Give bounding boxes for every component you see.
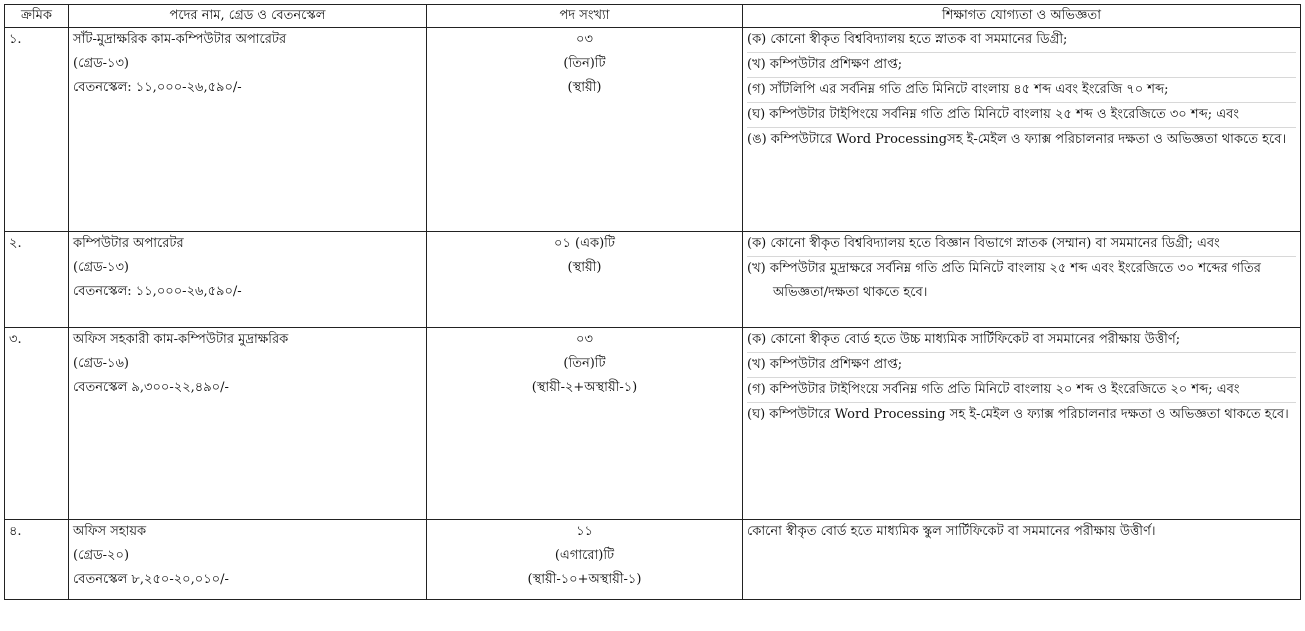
header-serial: ক্রমিক — [5, 5, 69, 28]
count-number: ০৩ — [576, 332, 593, 347]
qualification-item: (ঙ) কম্পিউটারে Word Processingসহ ই-মেইল ও ফ্যাক্স পরিচালনার দক্ষতা ও অভিজ্ঞতা থাকতে হবে। — [747, 132, 1287, 147]
table-row — [5, 520, 1301, 600]
qualification-item: (খ) কম্পিউটার প্রশিক্ষণ প্রাপ্ত; — [747, 353, 1296, 378]
count-number: ০৩ — [576, 32, 593, 47]
post-name: সাঁট-মুদ্রাক্ষরিক কাম-কম্পিউটার অপারেটর — [73, 32, 287, 47]
qualification-item: (খ) কম্পিউটার মুদ্রাক্ষরে সর্বনিম্ন গতি প্রতি মিনিটে বাংলায় ২৫ শব্দ এবং ইংরেজিতে ৩০ শব্দের গতির অভিজ্ঞতা/দক্ষতা থাকতে হবে। — [747, 261, 1261, 300]
count-cell — [427, 328, 743, 520]
count-words: (তিন)টি — [563, 356, 606, 371]
post-pay-scale: বেতনস্কেল: ১১,০০০-২৬,৫৯০/- — [73, 284, 242, 299]
post-name: অফিস সহায়ক — [73, 524, 147, 539]
post-grade: (গ্রেড-১৩) — [73, 56, 130, 71]
serial-cell: ৪. — [5, 520, 69, 600]
qualification-item: (খ) কম্পিউটার প্রশিক্ষণ প্রাপ্ত; — [747, 53, 1296, 78]
post-grade: (গ্রেড-২০) — [73, 548, 130, 563]
qualification-cell — [743, 328, 1301, 520]
post-cell — [69, 328, 427, 520]
serial-cell: ১. — [5, 28, 69, 232]
job-circular-document — [4, 4, 1300, 600]
serial-cell: ৩. — [5, 328, 69, 520]
post-pay-scale: বেতনস্কেল ৯,৩০০-২২,৪৯০/- — [73, 380, 229, 395]
post-grade: (গ্রেড-১৬) — [73, 356, 130, 371]
vacancy-table — [4, 4, 1301, 600]
table-row — [5, 328, 1301, 520]
count-cell — [427, 28, 743, 232]
post-cell — [69, 232, 427, 328]
qualification-item: (গ) কম্পিউটার টাইপিংয়ে সর্বনিম্ন গতি প্রতি মিনিটে বাংলায় ২০ শব্দ ও ইংরেজিতে ২০ শব্দ; এবং — [747, 378, 1296, 403]
qualification-item: কোনো স্বীকৃত বোর্ড হতে মাধ্যমিক স্কুল সার্টিফিকেট বা সমমানের পরীক্ষায় উত্তীর্ণ। — [747, 524, 1156, 539]
qualification-cell — [743, 232, 1301, 328]
header-post: পদের নাম, গ্রেড ও বেতনস্কেল — [69, 5, 427, 28]
table-row — [5, 232, 1301, 328]
qualification-cell — [743, 520, 1301, 600]
count-number: ০১ (এক)টি — [554, 236, 615, 251]
count-words: (এগারো)টি — [554, 548, 615, 563]
table-header-row — [5, 5, 1301, 28]
post-grade: (গ্রেড-১৩) — [73, 260, 130, 275]
count-words: (তিন)টি — [563, 56, 606, 71]
qualification-item: (ঘ) কম্পিউটার টাইপিংয়ে সর্বনিম্ন গতি প্রতি মিনিটে বাংলায় ২৫ শব্দ ও ইংরেজিতে ৩০ শব্দ; এবং — [747, 103, 1296, 128]
count-cell — [427, 520, 743, 600]
post-pay-scale: বেতনস্কেল: ১১,০০০-২৬,৫৯০/- — [73, 80, 242, 95]
header-count: পদ সংখ্যা — [427, 5, 743, 28]
count-type: (স্থায়ী-২+অস্থায়ী-১) — [531, 380, 638, 395]
count-number: ১১ — [576, 524, 593, 539]
count-type: (স্থায়ী) — [567, 80, 602, 95]
qualification-item: (ক) কোনো স্বীকৃত বিশ্ববিদ্যালয় হতে বিজ্ঞান বিভাগে স্নাতক (সম্মান) বা সমমানের ডিগ্রী; এবং — [747, 232, 1296, 257]
post-pay-scale: বেতনস্কেল ৮,২৫০-২০,০১০/- — [73, 572, 229, 587]
qualification-item: (গ) সাঁটলিপি এর সর্বনিম্ন গতি প্রতি মিনিটে বাংলায় ৪৫ শব্দ এবং ইংরেজি ৭০ শব্দ; — [747, 78, 1296, 103]
serial-cell: ২. — [5, 232, 69, 328]
table-row — [5, 28, 1301, 232]
post-name: অফিস সহকারী কাম-কম্পিউটার মুদ্রাক্ষরিক — [73, 332, 289, 347]
qualification-item: (ক) কোনো স্বীকৃত বোর্ড হতে উচ্চ মাধ্যমিক সার্টিফিকেট বা সমমানের পরীক্ষায় উত্তীর্ণ; — [747, 328, 1296, 353]
qualification-item: (ক) কোনো স্বীকৃত বিশ্ববিদ্যালয় হতে স্নাতক বা সমমানের ডিগ্রী; — [747, 28, 1296, 53]
header-qualification: শিক্ষাগত যোগ্যতা ও অভিজ্ঞতা — [743, 5, 1301, 28]
post-cell — [69, 520, 427, 600]
count-type: (স্থায়ী) — [567, 260, 602, 275]
post-name: কম্পিউটার অপারেটর — [73, 236, 184, 251]
count-type: (স্থায়ী-১০+অস্থায়ী-১) — [527, 572, 642, 587]
qualification-cell — [743, 28, 1301, 232]
post-cell — [69, 28, 427, 232]
qualification-item: (ঘ) কম্পিউটারে Word Processing সহ ই-মেইল ও ফ্যাক্স পরিচালনার দক্ষতা ও অভিজ্ঞতা থাকতে হবে। — [747, 407, 1289, 422]
count-cell — [427, 232, 743, 328]
